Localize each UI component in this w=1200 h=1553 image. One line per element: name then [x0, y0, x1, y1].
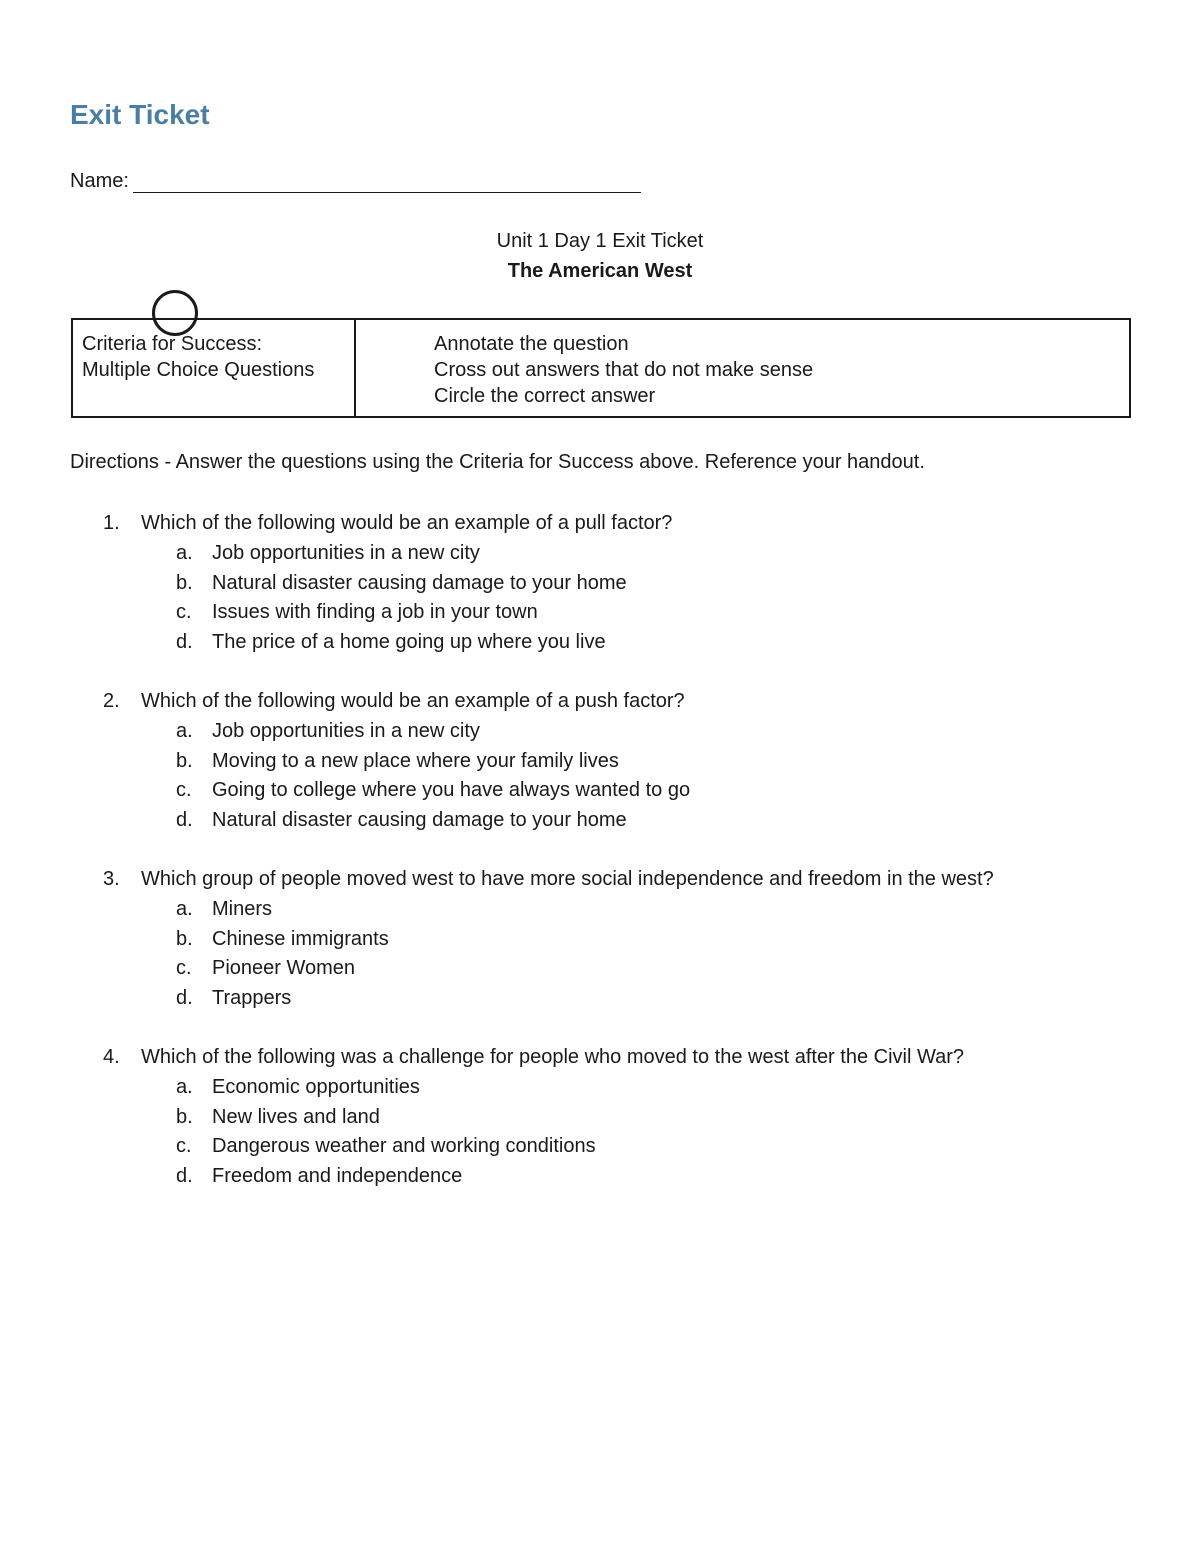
- question-number: 2.: [103, 689, 120, 712]
- question-number: 3.: [103, 867, 120, 890]
- option-letter: b.: [176, 927, 193, 950]
- page-title: Exit Ticket: [70, 99, 210, 130]
- option-letter: a.: [176, 541, 193, 564]
- option-letter: d.: [176, 809, 193, 832]
- answer-option[interactable]: [0, 569, 1200, 599]
- option-letter: d.: [176, 631, 193, 654]
- answer-option[interactable]: [0, 925, 1200, 955]
- question-item: [0, 1043, 1200, 1192]
- option-text: Going to college where you have always wanted to go: [212, 779, 691, 802]
- option-text: Moving to a new place where your family lives: [212, 749, 619, 772]
- question-item: [0, 509, 1200, 658]
- topic-subtitle: The American West: [507, 260, 693, 282]
- questions-list: [0, 509, 1200, 1221]
- option-letter: d.: [176, 987, 193, 1010]
- option-letter: a.: [176, 719, 193, 742]
- criteria-step: Circle the correct answer: [434, 385, 656, 407]
- question-number: 4.: [103, 1045, 120, 1068]
- option-letter: c.: [176, 957, 192, 980]
- answer-option[interactable]: [0, 895, 1200, 925]
- answer-option[interactable]: [0, 1073, 1200, 1103]
- criteria-table: [71, 318, 1131, 418]
- name-blank-line[interactable]: [133, 170, 641, 193]
- option-letter: b.: [176, 1105, 193, 1128]
- answer-option[interactable]: [0, 628, 1200, 658]
- question-item: [0, 687, 1200, 836]
- answer-option[interactable]: [0, 984, 1200, 1014]
- question-text: Which group of people moved west to have more social independence and freedom in the west?: [141, 867, 994, 890]
- answer-option[interactable]: [0, 776, 1200, 806]
- question-text: Which of the following would be an example of a push factor?: [141, 689, 685, 712]
- option-text: Job opportunities in a new city: [212, 541, 480, 564]
- option-letter: b.: [176, 749, 193, 772]
- option-text: Pioneer Women: [212, 957, 356, 980]
- circle-annotation-mark: [152, 290, 198, 336]
- option-letter: a.: [176, 1075, 193, 1098]
- option-text: Freedom and independence: [212, 1165, 463, 1188]
- answer-option[interactable]: [0, 747, 1200, 777]
- answer-option[interactable]: [0, 1132, 1200, 1162]
- answer-option[interactable]: [0, 598, 1200, 628]
- option-text: Chinese immigrants: [212, 927, 389, 950]
- answer-option[interactable]: [0, 1162, 1200, 1192]
- answer-option[interactable]: [0, 954, 1200, 984]
- directions-text: Directions - Answer the questions using the Criteria for Success above. Reference your handout.: [70, 451, 925, 473]
- option-text: New lives and land: [212, 1105, 380, 1128]
- option-letter: d.: [176, 1165, 193, 1188]
- answer-option[interactable]: [0, 717, 1200, 747]
- option-text: Natural disaster causing damage to your home: [212, 571, 627, 594]
- answer-option[interactable]: [0, 1103, 1200, 1133]
- question-item: [0, 865, 1200, 1014]
- option-text: Economic opportunities: [212, 1075, 420, 1098]
- option-text: Miners: [212, 897, 273, 920]
- option-text: Issues with finding a job in your town: [212, 601, 538, 624]
- criteria-type: Multiple Choice Questions: [82, 359, 315, 381]
- name-label: Name:: [70, 170, 129, 192]
- option-letter: a.: [176, 897, 193, 920]
- option-letter: c.: [176, 601, 192, 624]
- criteria-heading: Criteria for Success:: [82, 333, 263, 355]
- criteria-left-cell: [73, 320, 356, 416]
- criteria-right-cell: [356, 320, 1129, 416]
- option-text: Trappers: [212, 987, 292, 1010]
- criteria-step: Cross out answers that do not make sense: [434, 359, 814, 381]
- name-field-row: [70, 170, 641, 193]
- option-letter: b.: [176, 571, 193, 594]
- question-text: Which of the following would be an example of a pull factor?: [141, 512, 673, 534]
- answer-option[interactable]: [0, 539, 1200, 569]
- criteria-step: Annotate the question: [434, 333, 629, 355]
- option-text: Dangerous weather and working conditions: [212, 1135, 596, 1158]
- answer-option[interactable]: [0, 806, 1200, 836]
- question-text: Which of the following was a challenge for people who moved to the west after the Civil War?: [141, 1045, 965, 1068]
- option-letter: c.: [176, 779, 192, 802]
- unit-subtitle: Unit 1 Day 1 Exit Ticket: [496, 230, 704, 252]
- option-text: Job opportunities in a new city: [212, 719, 480, 742]
- option-letter: c.: [176, 1135, 192, 1158]
- option-text: The price of a home going up where you live: [212, 631, 606, 654]
- option-text: Natural disaster causing damage to your home: [212, 809, 627, 832]
- question-number: 1.: [103, 512, 120, 534]
